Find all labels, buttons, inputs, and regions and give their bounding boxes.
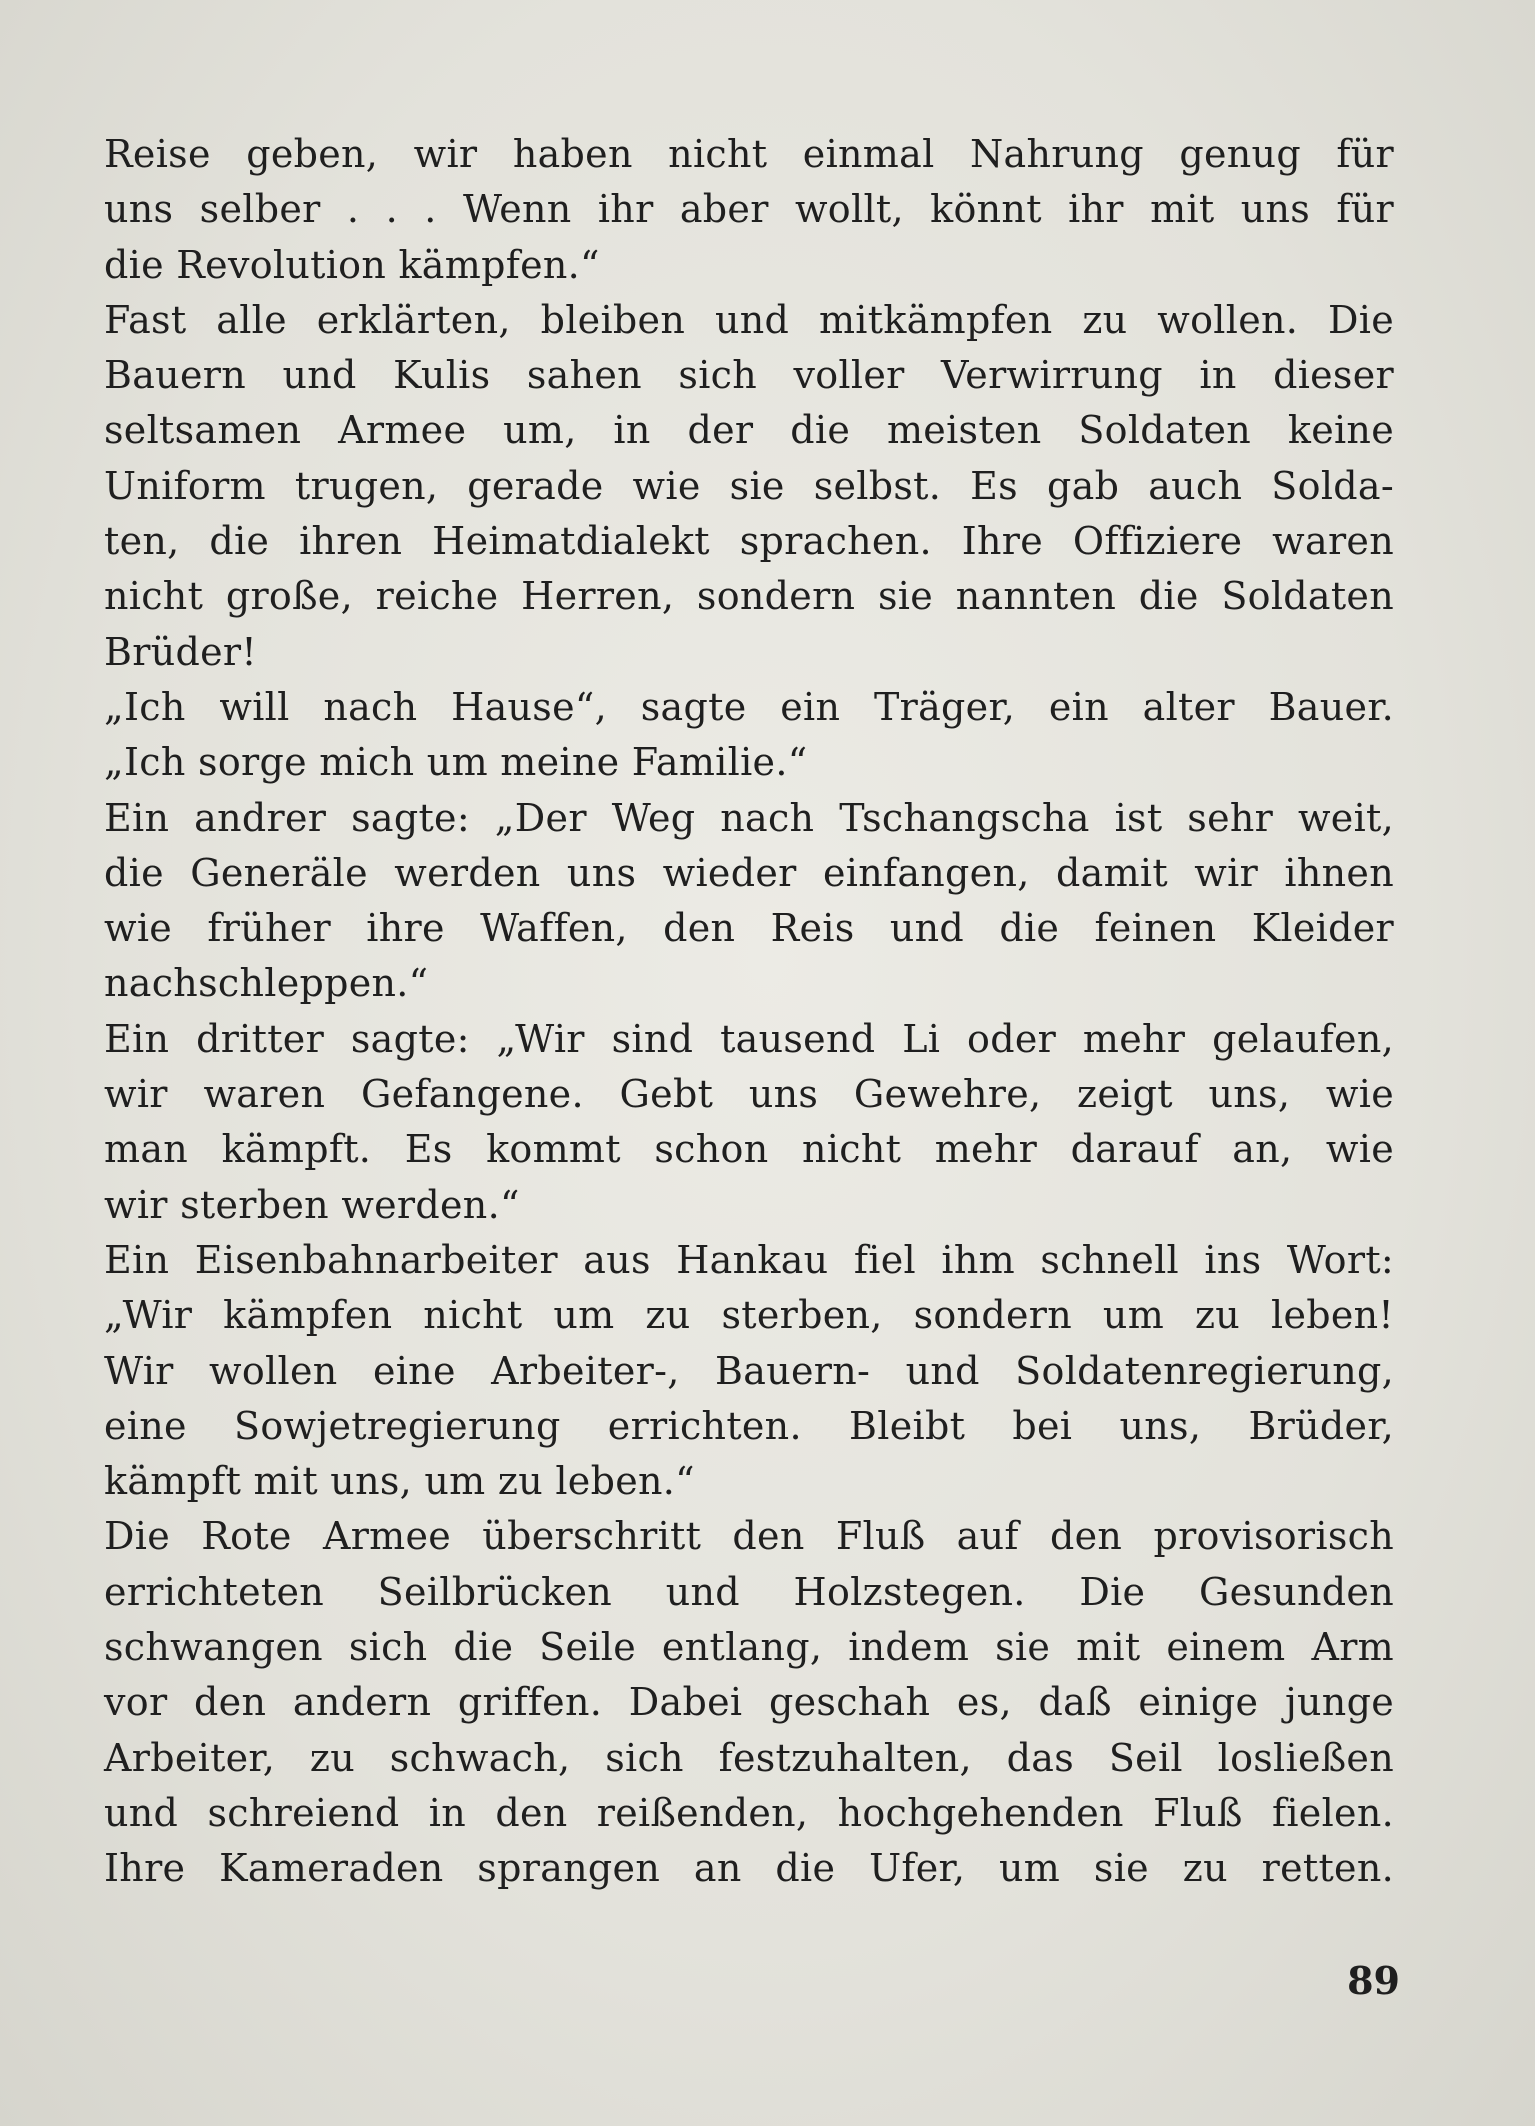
text-line: man kämpft. Es kommt schon nicht mehr darauf an, wie xyxy=(104,1127,1394,1172)
text-line: wir sterben werden.“ xyxy=(104,1182,520,1227)
text-line: Die Rote Armee überschritt den Fluß auf den provisorisch xyxy=(104,1514,1394,1559)
text-line: errichteten Seilbrücken und Holzstegen. Die Gesunden xyxy=(104,1569,1394,1614)
text-line: kämpft mit uns, um zu leben.“ xyxy=(104,1459,695,1504)
text-line: „Ich sorge mich um meine Familie.“ xyxy=(104,740,808,785)
text-line: Wir wollen eine Arbeiter-, Bauern- und Soldatenregierung, xyxy=(104,1348,1394,1393)
text-line: vor den andern griffen. Dabei geschah es, daß einige junge xyxy=(104,1680,1394,1725)
text-line: Uniform trugen, gerade wie sie selbst. Es gab auch Solda- xyxy=(104,463,1394,508)
text-line: nachschleppen.“ xyxy=(104,961,429,1006)
text-line: Arbeiter, zu schwach, sich festzuhalten, das Seil losließen xyxy=(104,1735,1394,1780)
text-line: ten, die ihren Heimatdialekt sprachen. Ihre Offiziere waren xyxy=(104,519,1394,564)
text-line: Reise geben, wir haben nicht einmal Nahrung genug für xyxy=(104,132,1394,176)
body-text xyxy=(104,127,1394,1897)
text-line: Brüder! xyxy=(104,629,257,674)
text-line: „Wir kämpfen nicht um zu sterben, sondern um zu leben! xyxy=(104,1293,1394,1338)
text-line: Ein andrer sagte: „Der Weg nach Tschangscha ist sehr weit, xyxy=(104,795,1394,840)
text-line: Bauern und Kulis sahen sich voller Verwirrung in dieser xyxy=(104,353,1394,398)
text-line: Ein dritter sagte: „Wir sind tausend Li oder mehr gelaufen, xyxy=(104,1016,1394,1061)
text-line: schwangen sich die Seile entlang, indem sie mit einem Arm xyxy=(104,1625,1394,1670)
text-line: Ein Eisenbahnarbeiter aus Hankau fiel ihm schnell ins Wort: xyxy=(104,1237,1394,1282)
page-number: 89 xyxy=(1347,1958,1400,2003)
text-line: uns selber . . . Wenn ihr aber wollt, könnt ihr mit uns für xyxy=(104,187,1394,232)
text-line: wir waren Gefangene. Gebt uns Gewehre, zeigt uns, wie xyxy=(104,1072,1394,1117)
text-line: Ihre Kameraden sprangen an die Ufer, um sie zu retten. xyxy=(104,1846,1394,1891)
text-line: die Generäle werden uns wieder einfangen, damit wir ihnen xyxy=(104,850,1394,895)
text-line: die Revolution kämpfen.“ xyxy=(104,242,600,287)
text-line: Fast alle erklärten, bleiben und mitkämpfen zu wollen. Die xyxy=(104,297,1394,342)
text-line: nicht große, reiche Herren, sondern sie nannten die Soldaten xyxy=(104,574,1394,619)
text-line: „Ich will nach Hause“, sagte ein Träger, ein alter Bauer. xyxy=(104,684,1394,729)
text-line: eine Sowjetregierung errichten. Bleibt bei uns, Brüder, xyxy=(104,1403,1394,1448)
text-line: seltsamen Armee um, in der die meisten Soldaten keine xyxy=(104,408,1394,453)
text-line: und schreiend in den reißenden, hochgehenden Fluß fielen. xyxy=(104,1790,1394,1835)
text-line: wie früher ihre Waffen, den Reis und die feinen Kleider xyxy=(104,906,1394,951)
